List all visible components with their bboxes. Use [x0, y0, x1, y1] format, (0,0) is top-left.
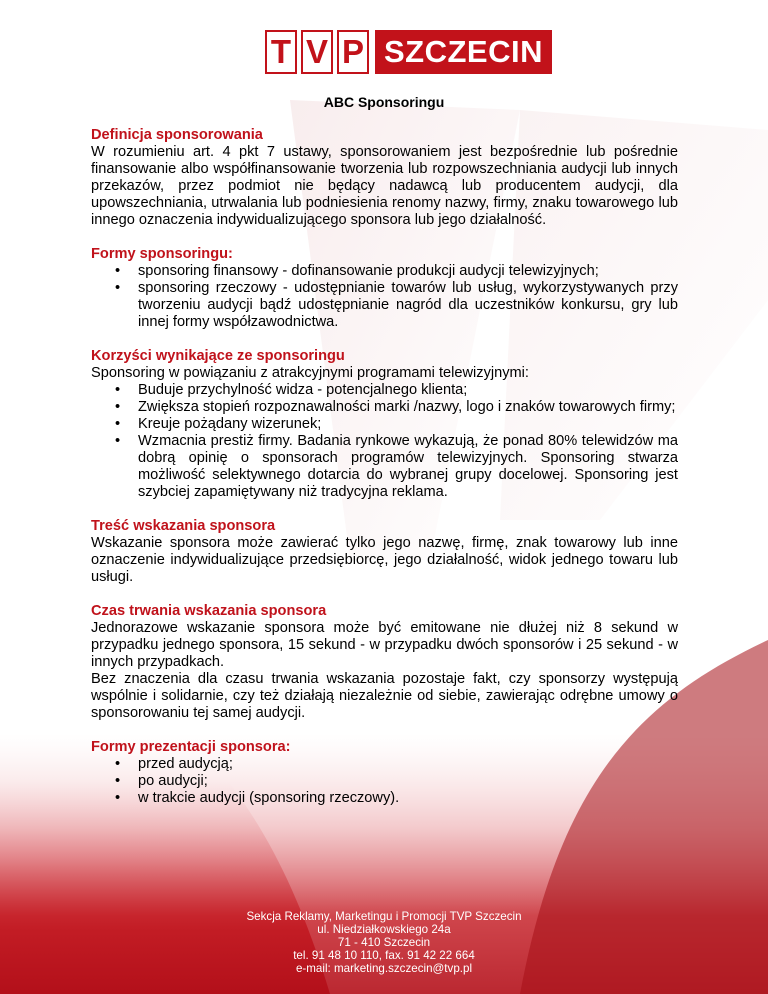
- logo-letter-p: P: [337, 30, 369, 74]
- footer-email: e-mail: marketing.szczecin@tvp.pl: [295, 962, 473, 975]
- section-heading: Treść wskazania sponsora: [91, 518, 276, 534]
- logo-letter-v: V: [301, 30, 333, 74]
- list-item: • po audycji;: [91, 773, 678, 790]
- section-intro: Sponsoring w powiązaniu z atrakcyjnymi programami telewizyjnymi:: [91, 365, 529, 381]
- section-heading: Formy prezentacji sponsora:: [91, 739, 291, 755]
- footer-department: Sekcja Reklamy, Marketingu i Promocji TVP Szczecin: [246, 910, 522, 923]
- bullet-list: [91, 756, 678, 807]
- list-item: • Kreuje pożądany wizerunek;: [91, 416, 678, 433]
- section-definition: [91, 127, 678, 229]
- document-body: [91, 127, 678, 824]
- list-item: • przed audycją;: [91, 756, 678, 773]
- list-item: • sponsoring rzeczowy - udostępnianie towarów lub usług, wykorzystywanych przy tworzeniu audycji bądź udostępnianie nagród dla uczestników konkursu, gry lub innej formy współzawodnictwa.: [91, 280, 678, 331]
- section-content: [91, 518, 678, 586]
- footer-street: ul. Niedziałkowskiego 24a: [317, 923, 451, 936]
- section-duration: [91, 603, 678, 722]
- list-item: • Buduje przychylność widza - potencjalnego klienta;: [91, 382, 678, 399]
- footer-contact: [0, 910, 768, 975]
- section-heading: Formy sponsoringu:: [91, 246, 233, 262]
- section-heading: Czas trwania wskazania sponsora: [91, 603, 327, 619]
- list-item: • Zwiększa stopień rozpoznawalności marki /nazwy, logo i znaków towarowych firmy;: [91, 399, 678, 416]
- bullet-list: [91, 263, 678, 331]
- tvp-szczecin-logo: [265, 30, 552, 74]
- section-text: Wskazanie sponsora może zawierać tylko jego nazwę, firmę, znak towarowy lub inne oznaczenie indywidualizujące przedsiębiorcę, jego działalność, widok jednego towaru lub usługi.: [91, 535, 678, 585]
- logo-letter-t: T: [265, 30, 297, 74]
- section-forms: [91, 246, 678, 331]
- footer-phone-fax: tel. 91 48 10 110, fax. 91 42 22 664: [293, 949, 475, 962]
- bullet-list: [91, 382, 678, 501]
- document-title: ABC Sponsoringu: [323, 94, 445, 110]
- section-text: W rozumieniu art. 4 pkt 7 ustawy, sponsorowaniem jest bezpośrednie lub pośrednie finansowanie albo współfinansowanie tworzenia lub rozpowszechniania audycji lub innych przekazów, przez podmiot nie będący nadawcą lub producentem audycji, dla upowszechniania, utrwalania lub podniesienia renomy nazwy, firmy, znaku towarowego lub innego oznaczenia indywidualizującego sponsora lub jego działalność.: [91, 144, 678, 228]
- list-item: • w trakcie audycji (sponsoring rzeczowy).: [91, 790, 678, 807]
- section-heading: Korzyści wynikające ze sponsoringu: [91, 348, 345, 364]
- section-benefits: [91, 348, 678, 501]
- section-heading: Definicja sponsorowania: [91, 127, 263, 143]
- section-text: Jednorazowe wskazanie sponsora może być emitowane nie dłużej niż 8 sekund w przypadku jednego sponsora, 15 sekund - w przypadku dwóch sponsorów i 25 sekund - w innych przypadkach.: [91, 620, 678, 670]
- footer-postal-city: 71 - 410 Szczecin: [337, 936, 431, 949]
- section-text: Bez znaczenia dla czasu trwania wskazania pozostaje fakt, czy sponsorzy występują wspólnie i solidarnie, czy też działają niezależnie od siebie, zawierając odrębne umowy o sponsorowaniu tej samej audycji.: [91, 671, 678, 721]
- section-presentation: [91, 739, 678, 807]
- list-item: • sponsoring finansowy - dofinansowanie produkcji audycji telewizyjnych;: [91, 263, 678, 280]
- list-item: • Wzmacnia prestiż firmy. Badania rynkowe wykazują, że ponad 80% telewidzów ma dobrą opinię o sponsorach programów telewizyjnych. Sponsoring stwarza możliwość selektywnego dotarcia do wybranej grupy docelowej. Sponsoring jest szybciej zapamiętywany niż tradycyjna reklama.: [91, 433, 678, 501]
- logo-city: SZCZECIN: [375, 30, 552, 74]
